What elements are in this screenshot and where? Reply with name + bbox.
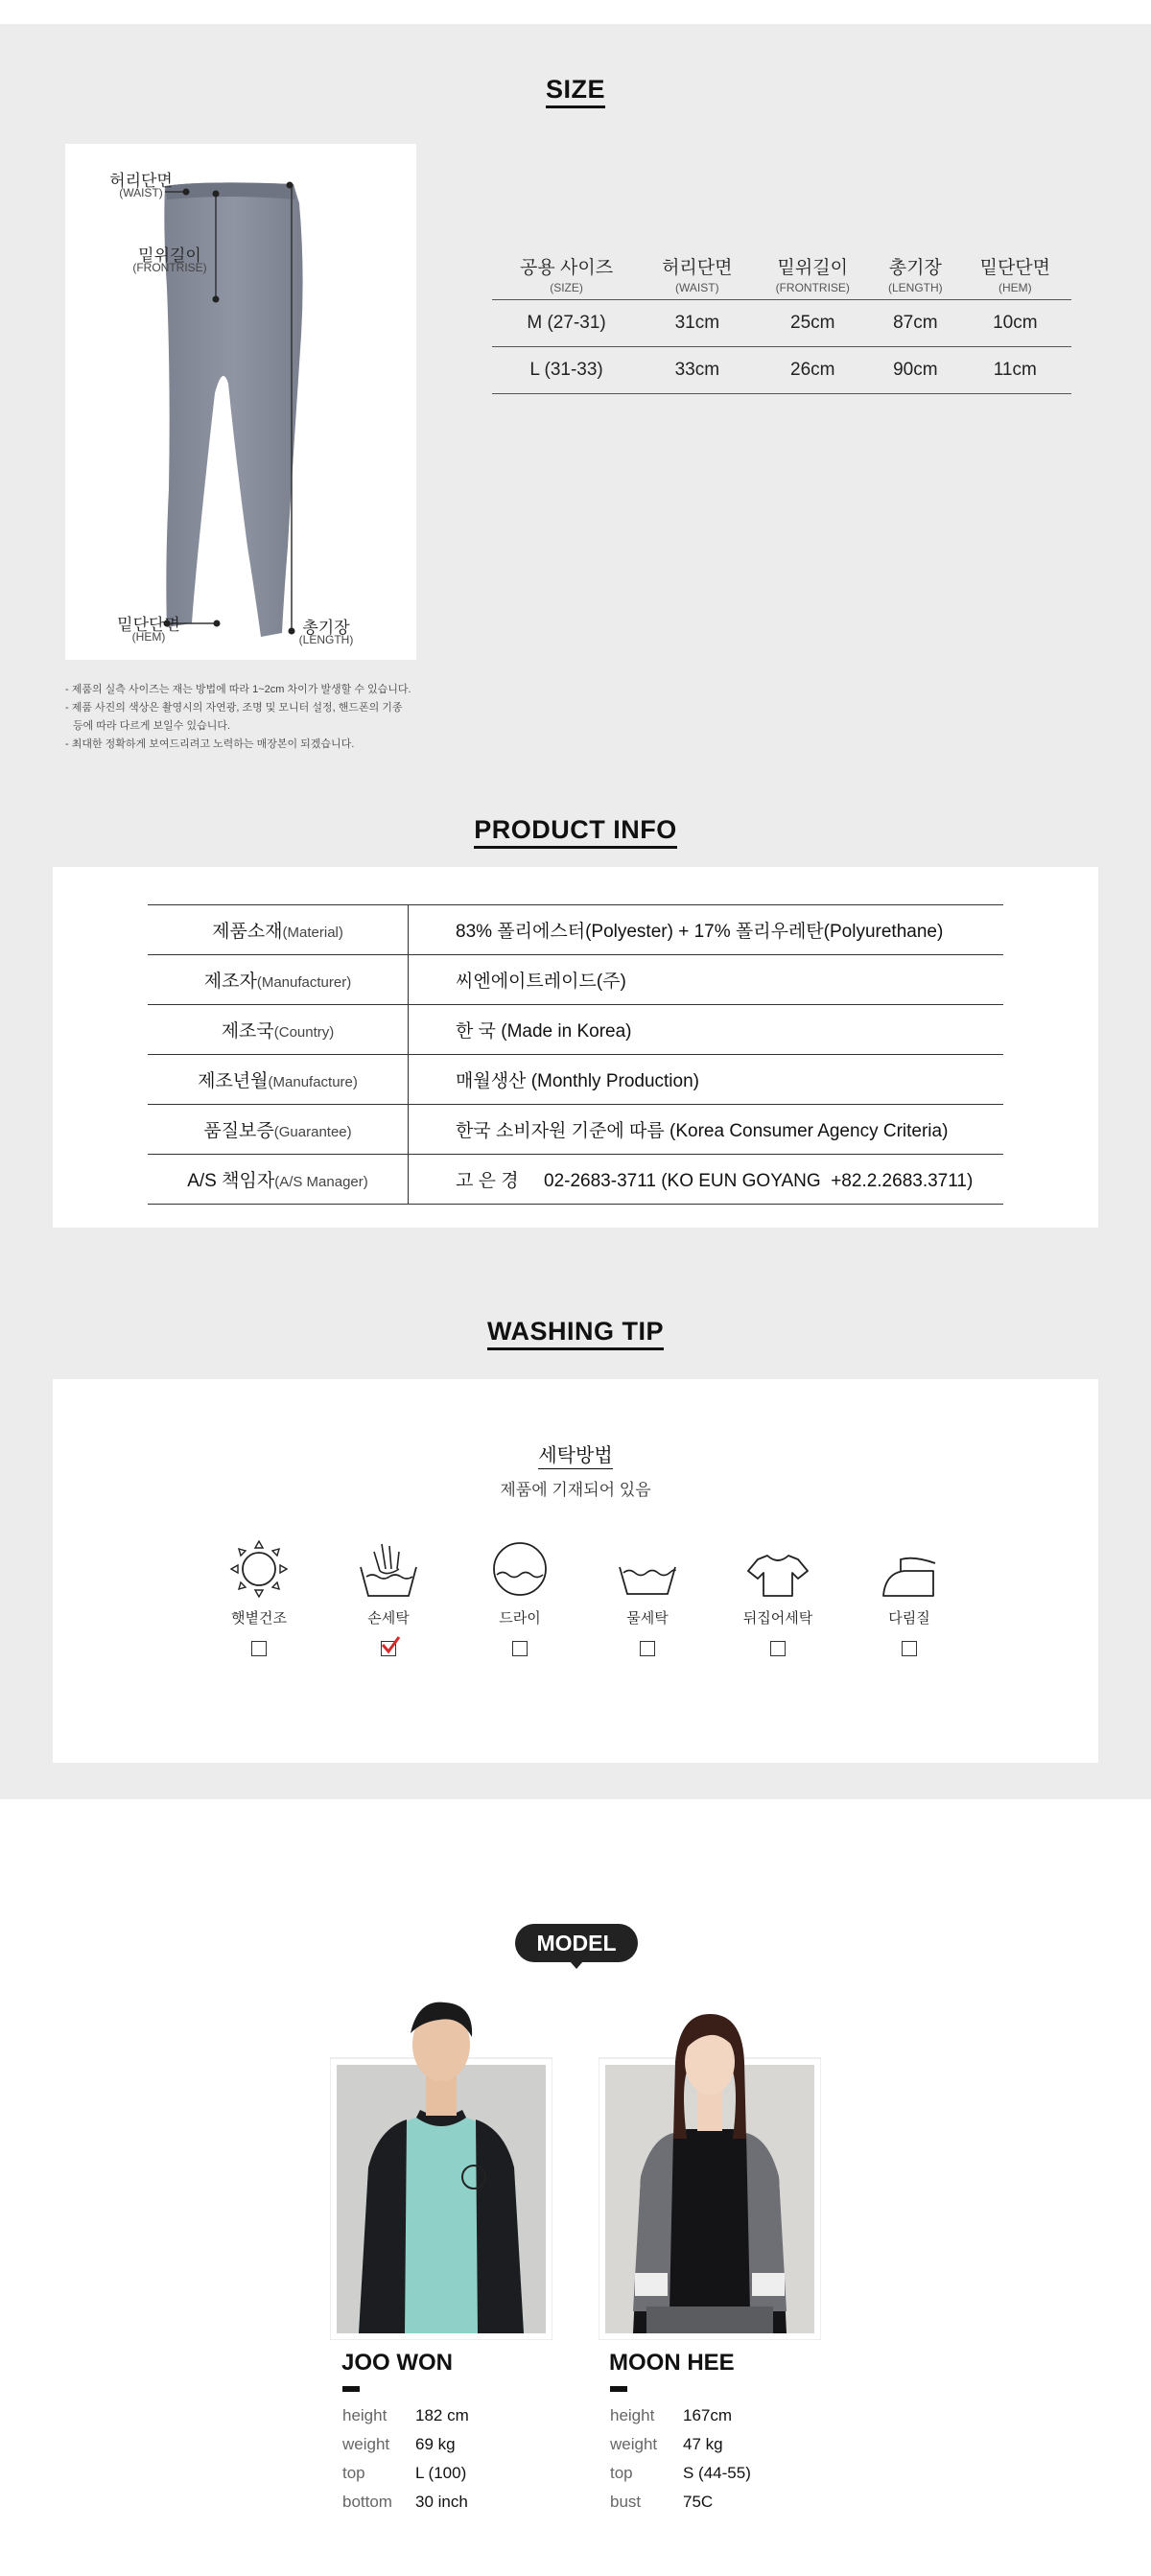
info-key: 제품소재(Material) xyxy=(148,905,409,955)
size-header-cell: 밑위길이 (FRONTRISE) xyxy=(775,257,850,294)
model-spec: height 182 cm xyxy=(342,2406,469,2424)
table-row xyxy=(148,955,1003,1005)
info-key: 제조자(Manufacturer) xyxy=(148,955,409,1005)
model-spec: top L (100) xyxy=(342,2464,467,2482)
wash-checkbox-sun-dry[interactable] xyxy=(251,1641,267,1656)
size-cell: 33cm xyxy=(641,347,753,394)
length-label-en: (LENGTH) xyxy=(298,633,354,646)
wash-label: 뒤집어세탁 xyxy=(742,1610,813,1627)
info-key: 품질보증(Guarantee) xyxy=(148,1105,409,1155)
waist-label-en: (WAIST) xyxy=(119,186,163,199)
dry-clean-icon xyxy=(486,1538,553,1600)
water-wash-icon xyxy=(614,1538,681,1600)
info-key: 제조년월(Manufacture) xyxy=(148,1055,409,1105)
hand-wash-icon xyxy=(355,1538,422,1600)
table-row xyxy=(148,1105,1003,1155)
hem-label-en: (HEM) xyxy=(131,630,166,644)
note-line: 등에 따라 다르게 보일수 있습니다. xyxy=(73,720,231,732)
table-row xyxy=(148,1155,1003,1205)
model-spec: weight 47 kg xyxy=(610,2435,723,2453)
hem-label: 밑단단면 xyxy=(117,616,180,634)
checkmark-icon xyxy=(380,1635,401,1654)
wash-label: 드라이 xyxy=(499,1610,541,1627)
info-key: 제조국(Country) xyxy=(148,1005,409,1055)
model-photo-image xyxy=(599,1995,821,2340)
model-badge: MODEL xyxy=(515,1924,638,1962)
info-key: A/S 책임자(A/S Manager) xyxy=(148,1155,409,1205)
size-notes xyxy=(65,681,411,754)
table-row xyxy=(148,1005,1003,1055)
size-cell: 11cm xyxy=(959,347,1071,394)
size-cell: 31cm xyxy=(641,300,753,347)
size-cell: 25cm xyxy=(753,300,872,347)
size-cell: L (31-33) xyxy=(492,347,641,394)
info-value: 한국 소비자원 기준에 따름 (Korea Consumer Agency Criteria) xyxy=(409,1105,1004,1155)
wash-item-hand-wash xyxy=(321,1538,456,1656)
size-cell: 10cm xyxy=(959,300,1071,347)
model-badge-pointer xyxy=(570,1961,583,1969)
wash-item-sun-dry xyxy=(192,1538,326,1656)
size-header-cell: 총기장 (LENGTH) xyxy=(887,257,943,294)
wash-item-iron xyxy=(842,1538,976,1656)
wash-label: 햇볕건조 xyxy=(231,1610,287,1627)
table-row xyxy=(492,347,1071,394)
product-info-table xyxy=(148,904,1003,1205)
wash-checkbox-hand-wash[interactable] xyxy=(381,1641,396,1656)
model-spec: height 167cm xyxy=(610,2406,733,2424)
wash-item-inside-out xyxy=(711,1538,845,1656)
size-cell: 90cm xyxy=(872,347,959,394)
info-value: 한 국 (Made in Korea) xyxy=(409,1005,1004,1055)
size-table xyxy=(492,247,1071,394)
wash-item-dry-clean xyxy=(453,1538,587,1656)
size-table-header xyxy=(492,247,1071,300)
wash-checkbox-dry-clean[interactable] xyxy=(512,1641,528,1656)
model-name-moon-hee: MOON HEE xyxy=(609,2350,735,2376)
sun-icon xyxy=(225,1538,293,1600)
model-spec: bottom 30 inch xyxy=(342,2493,468,2511)
washing-title: 세탁방법 xyxy=(0,1440,1151,1467)
wash-checkbox-iron[interactable] xyxy=(902,1641,917,1656)
size-header-cell: 허리단면 (WAIST) xyxy=(662,257,733,294)
model-spec: top S (44-55) xyxy=(610,2464,751,2482)
size-header-cell: 밑단단면 (HEM) xyxy=(979,257,1051,294)
pants-diagram xyxy=(65,144,416,660)
note-line: - 제품의 실측 사이즈는 재는 방법에 따라 1~2cm 차이가 발생할 수 있습니다. xyxy=(65,684,411,695)
info-value: 고 은 경 02-2683-3711 (KO EUN GOYANG +82.2.2683.3711) xyxy=(409,1155,1004,1205)
model-name-underline xyxy=(342,2386,360,2392)
model-name-underline xyxy=(610,2386,627,2392)
info-value: 씨엔에이트레이드(주) xyxy=(409,955,1004,1005)
leggings-image xyxy=(65,144,416,660)
frontrise-label: 밑위길이 xyxy=(138,246,201,265)
waist-label: 허리단면 xyxy=(109,172,173,190)
wash-item-water-wash xyxy=(580,1538,715,1656)
size-cell: M (27-31) xyxy=(492,300,641,347)
wash-label: 손세탁 xyxy=(367,1610,410,1627)
wash-label: 다림질 xyxy=(888,1610,930,1627)
size-heading: SIZE xyxy=(0,75,1151,105)
table-row xyxy=(148,905,1003,955)
wash-label: 물세탁 xyxy=(626,1610,669,1627)
size-cell: 87cm xyxy=(872,300,959,347)
model-photo-image xyxy=(330,1995,552,2340)
table-row xyxy=(148,1055,1003,1105)
note-line: - 제품 사진의 색상은 촬영시의 자연광, 조명 및 모니터 설정, 핸드폰의 기종 xyxy=(65,702,403,714)
shirt-inside-out-icon xyxy=(744,1538,811,1600)
length-label: 총기장 xyxy=(302,619,350,637)
wash-checkbox-inside-out[interactable] xyxy=(770,1641,786,1656)
model-spec: bust 75C xyxy=(610,2493,714,2511)
model-photo-joo-won xyxy=(330,1995,552,2340)
size-cell: 26cm xyxy=(753,347,872,394)
model-spec: weight 69 kg xyxy=(342,2435,456,2453)
model-photo-moon-hee xyxy=(599,1995,821,2340)
table-row xyxy=(492,300,1071,347)
wash-checkbox-water-wash[interactable] xyxy=(640,1641,655,1656)
product-info-heading: PRODUCT INFO xyxy=(0,815,1151,845)
frontrise-label-en: (FRONTRISE) xyxy=(132,261,207,274)
model-name-joo-won: JOO WON xyxy=(341,2350,454,2376)
washing-tip-heading: WASHING TIP xyxy=(0,1317,1151,1347)
note-line: - 최대한 정확하게 보여드리려고 노력하는 매장본이 되겠습니다. xyxy=(65,738,355,750)
info-value: 매월생산 (Monthly Production) xyxy=(409,1055,1004,1105)
iron-icon xyxy=(876,1538,943,1600)
washing-subtitle: 제품에 기재되어 있음 xyxy=(500,1481,651,1499)
info-value: 83% 폴리에스터(Polyester) + 17% 폴리우레탄(Polyurethane) xyxy=(409,905,1004,955)
size-header-cell: 공용 사이즈 (SIZE) xyxy=(520,257,614,294)
